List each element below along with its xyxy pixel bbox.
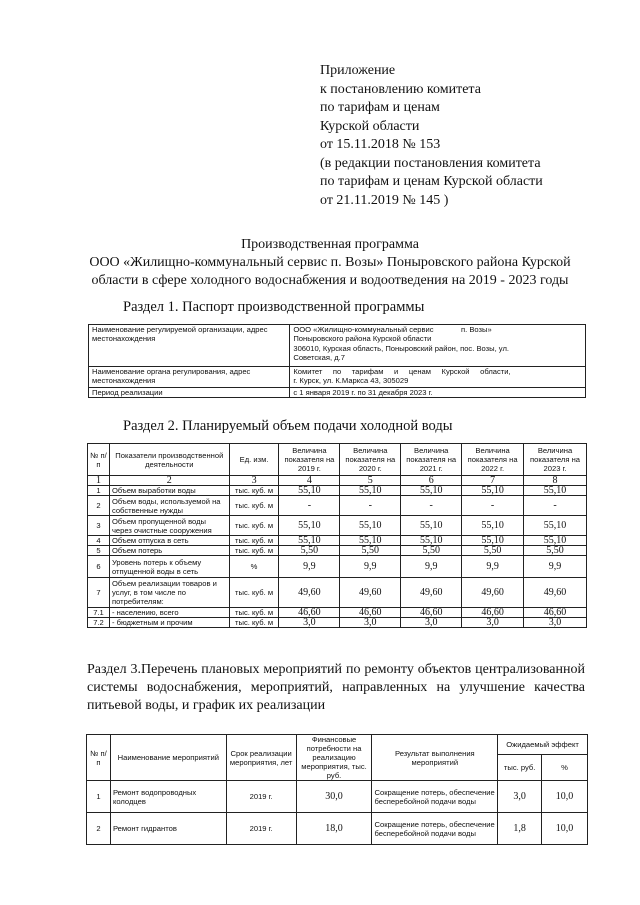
header-cell: Результат выполнения мероприятий [372,735,498,781]
section2-title: Раздел 2. Планируемый объем подачи холодной воды [123,418,453,434]
header-cell: Ед. изм. [229,444,279,476]
value-cell: 55,10 [401,486,462,496]
header-cell: Наименование мероприятий [110,735,226,781]
value-cell: 46,60 [524,608,587,618]
finance-cell: 30,0 [296,781,372,813]
approval-line: Курской области [320,118,420,134]
header-cell: Величина показателя на 2019 г. [279,444,340,476]
approval-line: от 15.11.2018 № 153 [320,137,441,152]
table-row [87,781,588,813]
header-cell: Величина показателя на 2021 г. [401,444,462,476]
row-number: 1 [87,781,111,813]
value-cell: 9,9 [401,556,462,578]
passport-label: Период реализации [89,388,290,398]
value-cell: - [340,496,401,516]
value-cell: 46,60 [401,608,462,618]
value-cell: - [401,496,462,516]
column-number: 2 [109,476,229,486]
passport-value: ООО «Жилищно-коммунальный сервис п. Возы» Поныровского района Курской области 306010, Курская область, Поныровский район, пос. Возы, ул. Советская, д.7 [290,325,586,367]
measures-table [86,734,588,845]
term-cell: 2019 г. [226,781,296,813]
column-number: 8 [524,476,587,486]
finance-cell: 18,0 [296,813,372,845]
section1-title: Раздел 1. Паспорт производственной программы [123,299,425,315]
table-row [88,618,587,628]
value-cell: 9,9 [524,556,587,578]
value-cell: 55,10 [462,486,524,496]
value-cell: 49,60 [524,578,587,608]
value-cell: 49,60 [401,578,462,608]
column-number: 5 [340,476,401,486]
value-cell: 55,10 [279,516,340,536]
result-cell: Сокращение потерь, обеспечение бесперебойной подачи воды [372,813,498,845]
term-cell: 2019 г. [226,813,296,845]
approval-line: от 21.11.2019 № 145 ) [320,192,449,208]
program-subtitle-2: области в сфере холодного водоснабжения и водоотведения на 2019 - 2023 годы [91,273,569,288]
value-cell: 49,60 [279,578,340,608]
program-subtitle-1: ООО «Жилищно-коммунальный сервис п. Возы» Поныровского района Курской [89,255,571,270]
row-number: 6 [88,556,110,578]
value-cell: - [462,496,524,516]
approval-line: по тарифам и ценам [320,100,440,115]
measures-body [87,781,588,845]
measure-name: Ремонт гидрантов [110,813,226,845]
passport-value: с 1 января 2019 г. по 31 декабря 2023 г. [290,388,586,398]
indicator-name: - населению, всего [109,608,229,618]
row-number: 7 [88,578,110,608]
passport-label: Наименование регулируемой организации, адрес местонахождения [89,325,290,367]
approval-line: (в редакции постановления комитета [320,155,541,171]
value-cell: 55,10 [401,516,462,536]
table-header-row [88,444,587,476]
effect-pct-cell: 10,0 [542,813,588,845]
indicator-name: Объем отпуска в сеть [109,536,229,546]
value-cell: 3,0 [401,618,462,628]
column-number: 1 [88,476,110,486]
table-row [88,546,587,556]
value-cell: 3,0 [340,618,401,628]
table-header-row [87,735,588,755]
column-number: 4 [279,476,340,486]
header-cell: % [542,754,588,780]
header-cell: № п/ п [87,735,111,781]
value-cell: 5,50 [340,546,401,556]
passport-label: Наименование органа регулирования, адрес местонахождения [89,367,290,388]
value-cell: - [279,496,340,516]
header-cell: Срок реализации мероприятия, лет [226,735,296,781]
header-cell: тыс. руб. [498,754,542,780]
value-cell: 5,50 [279,546,340,556]
value-cell: 3,0 [462,618,524,628]
table-row [88,486,587,496]
value-cell: 55,10 [340,486,401,496]
header-cell: Ожидаемый эффект [498,735,588,755]
table-row [89,367,586,388]
unit-cell: % [229,556,279,578]
value-cell: 55,10 [279,486,340,496]
row-number: 3 [88,516,110,536]
value-cell: 55,10 [279,536,340,546]
value-cell: 9,9 [279,556,340,578]
header-cell: Величина показателя на 2022 г. [462,444,524,476]
table-row [88,608,587,618]
passport-table [88,324,586,398]
value-cell: 9,9 [340,556,401,578]
indicator-name: Объем реализации товаров и услуг, в том числе по потребителям: [109,578,229,608]
value-cell: 55,10 [524,486,587,496]
indicator-name: Объем воды, используемой на собственные нужды [109,496,229,516]
row-number: 7.2 [88,618,110,628]
column-number: 6 [401,476,462,486]
column-number: 3 [229,476,279,486]
value-cell: 5,50 [524,546,587,556]
value-cell: 55,10 [401,536,462,546]
indicator-name: Объем пропущенной воды через очистные сооружения [109,516,229,536]
approval-line: к постановлению комитета [320,81,481,97]
effect-rub-cell: 1,8 [498,813,542,845]
unit-cell: тыс. куб. м [229,608,279,618]
row-number: 2 [88,496,110,516]
header-cell: Величина показателя на 2023 г. [524,444,587,476]
column-number: 7 [462,476,524,486]
value-cell: 49,60 [340,578,401,608]
indicator-name: Уровень потерь к объему отпущенной воды в сеть [109,556,229,578]
value-cell: 55,10 [524,536,587,546]
measure-name: Ремонт водопроводных колодцев [110,781,226,813]
value-cell: 9,9 [462,556,524,578]
row-number: 1 [88,486,110,496]
unit-cell: тыс. куб. м [229,536,279,546]
indicator-name: - бюджетным и прочим [109,618,229,628]
unit-cell: тыс. куб. м [229,496,279,516]
column-number-row [88,476,587,486]
value-cell: 46,60 [279,608,340,618]
value-cell: 55,10 [462,516,524,536]
table-row [88,516,587,536]
table-row [87,813,588,845]
row-number: 4 [88,536,110,546]
header-cell: № п/п [88,444,110,476]
row-number: 2 [87,813,111,845]
value-cell: 3,0 [524,618,587,628]
table-row [89,388,586,398]
result-cell: Сокращение потерь, обеспечение бесперебойной подачи воды [372,781,498,813]
indicator-name: Объем выработки воды [109,486,229,496]
value-cell: 49,60 [462,578,524,608]
value-cell: 5,50 [401,546,462,556]
table-row [88,536,587,546]
value-cell: 55,10 [340,536,401,546]
unit-cell: тыс. куб. м [229,618,279,628]
approval-line: Приложение [320,63,396,78]
indicator-name: Объем потерь [109,546,229,556]
approval-block [320,62,620,210]
water-volume-body [88,486,587,628]
value-cell: 55,10 [340,516,401,536]
effect-rub-cell: 3,0 [498,781,542,813]
unit-cell: тыс. куб. м [229,546,279,556]
value-cell: - [524,496,587,516]
program-title: Производственная программа [241,237,419,252]
passport-value: Комитет по тарифам и ценам Курской области, г. Курск, ул. К.Маркса 43, 305029 [290,367,586,388]
row-number: 5 [88,546,110,556]
table-row [88,578,587,608]
value-cell: 3,0 [279,618,340,628]
header-cell: Величина показателя на 2020 г. [340,444,401,476]
header-cell: Показатели производственной деятельности [109,444,229,476]
value-cell: 55,10 [524,516,587,536]
header-cell: Финансовые потребности на реализацию мероприятия, тыс. руб. [296,735,372,781]
unit-cell: тыс. куб. м [229,516,279,536]
water-volume-table [87,443,587,628]
unit-cell: тыс. куб. м [229,578,279,608]
table-row [89,325,586,367]
approval-line: по тарифам и ценам Курской области [320,174,543,189]
table-row [88,496,587,516]
value-cell: 46,60 [340,608,401,618]
table-row [88,556,587,578]
unit-cell: тыс. куб. м [229,486,279,496]
value-cell: 46,60 [462,608,524,618]
effect-pct-cell: 10,0 [542,781,588,813]
section3-title: Раздел 3.Перечень плановых мероприятий по ремонту объектов централизованной системы водоснабжения, мероприятий, направленных на улучшение качества питьевой воды, и график их реализации [87,662,585,713]
value-cell: 55,10 [462,536,524,546]
row-number: 7.1 [88,608,110,618]
value-cell: 5,50 [462,546,524,556]
